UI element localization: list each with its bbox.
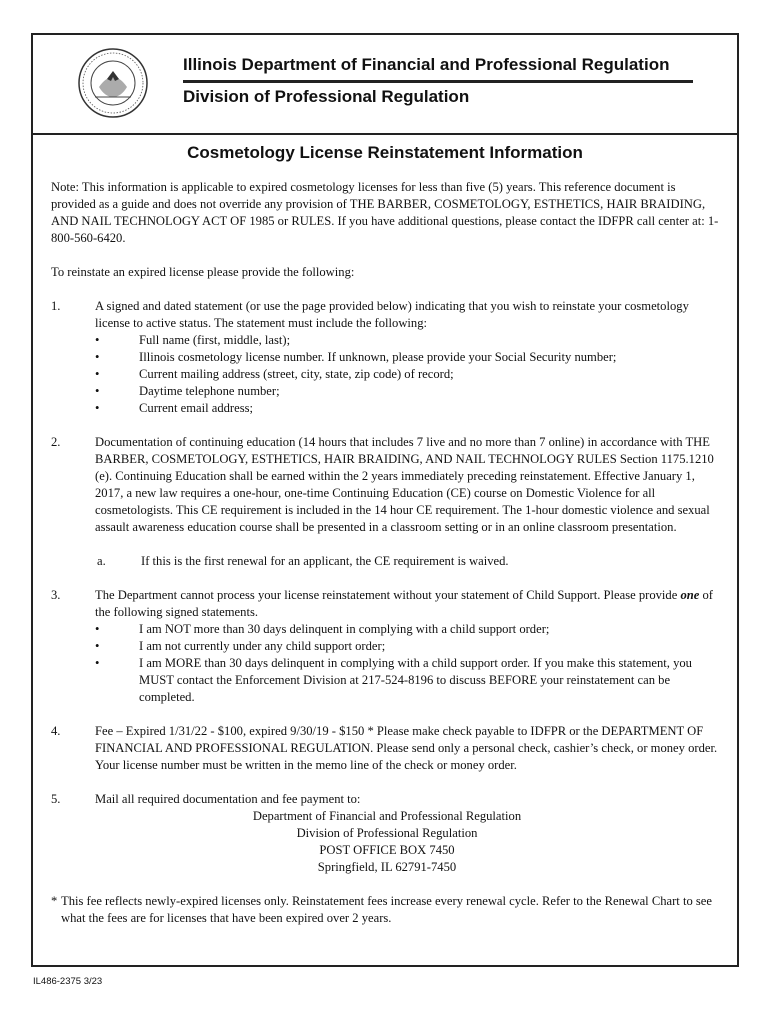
list-item-5 — [51, 791, 723, 808]
item-number: 2. — [51, 435, 61, 449]
item-number: 4. — [51, 724, 61, 738]
item-text: Documentation of continuing education (14 hours that includes 7 live and no more than 7 online) in accordance with THE BARBER, COSMETOLOGY, ESTHETICS, HAIR BRAIDING, AND NAIL TECHNOLOGY RULES Section 1175.1210 (e). Continuing Education shall be earned within the 2 years immediately preceding reinstatement. Effective January 1, 2017, a new law requires a one-hour, one-time Continuing Education (CE) course on Domestic Violence for all cosmetologists. This CE requirement is included in the 14 hour CE requirement. The 1-hour domestic violence and sexual assault awareness education course shall be presented in a classroom setting or in an online classroom presentation. — [95, 435, 714, 534]
agency-name: Illinois Department of Financial and Professional Regulation — [183, 55, 670, 74]
bullet-item: • I am not currently under any child support order; — [95, 639, 386, 653]
mailing-address — [51, 808, 723, 876]
intro-paragraph: To reinstate an expired license please provide the following: — [51, 265, 355, 279]
bullet-icon: • — [95, 639, 100, 653]
address-line: Department of Financial and Professional Regulation — [252, 809, 522, 823]
sub-item-a — [51, 553, 723, 570]
item-text: Mail all required documentation and fee payment to: — [95, 792, 361, 806]
page-title: Cosmetology License Reinstatement Information — [187, 143, 583, 162]
bullet-item: • Current email address; — [95, 401, 254, 415]
bullet-icon: • — [95, 367, 100, 381]
footnote-text: This fee reflects newly-expired licenses only. Reinstatement fees increase every renewal cycle. Refer to the Renewal Chart to see what the fees are for licenses that have been expired over 2 years. — [61, 894, 712, 925]
item-number: 3. — [51, 588, 61, 602]
item-number: 1. — [51, 299, 61, 313]
division-name: Division of Professional Regulation — [183, 87, 470, 106]
document-frame — [31, 33, 739, 967]
bullet-item: • I am MORE than 30 days delinquent in complying with a child support order. If you make this statement, you MUST contact the Enforcement Division at 217-524-8196 to discuss BEFORE your reinstatement can be completed. — [95, 656, 692, 704]
item-text: The Department cannot process your license reinstatement without your statement of Child Support. Please provide one of the following signed statements. — [95, 588, 713, 619]
footnote-marker: * — [51, 894, 58, 908]
bullet-icon: • — [95, 401, 100, 415]
letterhead — [33, 35, 737, 135]
item-text: Fee – Expired 1/31/22 - $100, expired 9/30/19 - $150 * Please make check payable to IDFPR or the DEPARTMENT OF FINANCIAL AND PROFESSIONAL REGULATION. Please send only a personal check, cashier’s check, or money order. Your license number must be written in the memo line of the check or money order. — [95, 724, 718, 772]
emphasis-one: one — [680, 588, 700, 602]
item-text: A signed and dated statement (or use the page provided below) indicating that you wish to reinstate your cosmetology license to active status. The statement must include the following: — [95, 299, 689, 330]
bullet-item: • Daytime telephone number; — [95, 384, 280, 398]
bullet-item: • Full name (first, middle, last); — [95, 333, 291, 347]
header-rule — [183, 80, 693, 83]
sub-item-text: If this is the first renewal for an applicant, the CE requirement is waived. — [141, 554, 509, 568]
form-code: IL486-2375 3/23 — [33, 976, 103, 987]
bullet-item: • I am NOT more than 30 days delinquent in complying with a child support order; — [95, 622, 550, 636]
bullet-item: • Current mailing address (street, city, state, zip code) of record; — [95, 367, 454, 381]
bullet-icon: • — [95, 350, 100, 364]
bullet-icon: • — [95, 333, 100, 347]
list-item-2 — [51, 434, 723, 536]
list-item-4 — [51, 723, 723, 774]
bullet-item: • Illinois cosmetology license number. If unknown, please provide your Social Security number; — [95, 350, 617, 364]
list-item-1 — [51, 298, 723, 417]
item-number: 5. — [51, 792, 61, 806]
bullet-icon: • — [95, 622, 100, 636]
note-paragraph: Note: This information is applicable to expired cosmetology licenses for less than five (5) years. This reference document is provided as a guide and does not override any provision of THE BARBER, COSMETOLOGY, ESTHETICS, HAIR BRAIDING, AND NAIL TECHNOLOGY ACT OF 1985 or RULES. If you have additional questions, please contact the IDFPR call center at: 1-800-560-6420. — [51, 180, 719, 245]
address-line: POST OFFICE BOX 7450 — [319, 843, 455, 857]
state-seal-icon — [77, 47, 149, 119]
list-item-3 — [51, 587, 723, 706]
sub-item-label: a. — [97, 554, 106, 568]
bullet-icon: • — [95, 384, 100, 398]
address-line: Division of Professional Regulation — [296, 826, 478, 840]
bullet-icon: • — [95, 656, 100, 670]
document-body — [51, 179, 723, 927]
fee-footnote — [51, 893, 723, 927]
address-line: Springfield, IL 62791-7450 — [317, 860, 457, 874]
